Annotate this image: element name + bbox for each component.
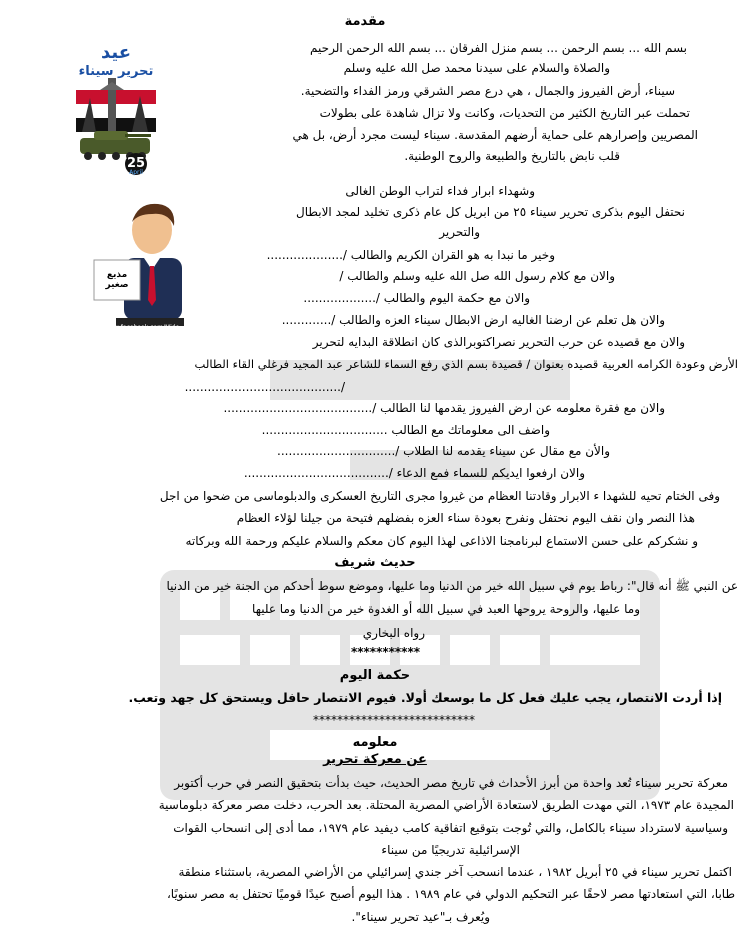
intro-line: نحتفل اليوم بذكرى تحرير سيناء ٢٥ من ابريل كل عام ذكرى تخليد لمجد الابطال: [296, 205, 685, 219]
poster-date-number: 25: [126, 156, 146, 171]
intro-line: والأن مع مقال عن سيناء يقدمه لنا الطلاب /...............................: [277, 444, 610, 458]
intro-line: سيناء، أرض الفيروز والجمال ، هي درع مصر الشرقي ورمز الفداء والتضحية.: [300, 84, 675, 98]
info-title: معلومه: [352, 735, 398, 750]
poster-tahrir-text: تحرير سيناء: [78, 64, 154, 79]
hadith-stars: ***********: [350, 645, 420, 659]
sinai-poster-image: [70, 38, 162, 178]
intro-line: والصلاة والسلام على سيدنا محمد صل الله عليه وسلم: [343, 61, 610, 75]
intro-line: وفى الختام تحيه للشهدا ء الابرار وقادتنا العظام من غيروا مجرى التاريخ العسكرى والدبلوماسى من ضحوا من اجل: [159, 489, 720, 503]
intro-line: الأرض وعودة الكرامه العربية قصيده بعنوان / قصيدة بسم الذي رفع السماء للشاعر عبد المجيد فرغلي القاء الطالب: [194, 357, 738, 371]
info-line: وسياسية لاسترداد سيناء بالكامل، والتي تُوجت بتوقيع اتفاقية كامب ديفيد عام ١٩٧٩، مما أدى إلى انسحاب القوات: [173, 821, 728, 835]
info-line: معركة تحرير سيناء تُعد واحدة من أبرز الأحداث في تاريخ مصر الحديث، حيث بدأت بتحقيق النصر في حرب أكتوبر: [174, 776, 728, 790]
hadith-title: حديث شريف: [334, 555, 416, 570]
info-line: المجيدة عام ١٩٧٣، التي مهدت الطريق لاستعادة الأراضي المصرية المحتلة. بعد الحرب، دخلت مصر معركة دبلوماسية: [158, 798, 734, 812]
intro-line: وشهداء ابرار فداء لتراب الوطن الغالى: [345, 184, 535, 198]
presenter-site-text: www.facebook.com/Mido: [104, 324, 180, 331]
info-line: ويُعرف بـ"عيد تحرير سيناء".: [351, 910, 490, 924]
intro-line: /.........................................: [184, 380, 345, 394]
intro-line: تحملت عبر التاريخ الكثير من التحديات، وكانت ولا تزال شاهدة على بطولات: [319, 106, 690, 120]
intro-line: قلب نابض بالتاريخ والطبيعة والروح الوطنية.: [404, 149, 620, 163]
presenter-image: [88, 200, 196, 335]
hadith-line: رواه البخاري: [362, 626, 425, 640]
intro-line: والان مع فقرة معلومه عن ارض الفيروز يقدمها لنا الطالب /.......................................: [223, 401, 665, 415]
hadith-line: وما عليها، والروحة يروحها العبد في سبيل الله أو الغدوة خير من الدنيا وما عليها: [252, 602, 640, 616]
intro-line: والان مع قصيده عن حرب التحرير نصراكتوبرالذى كان انطلاقة البدايه لتحرير: [312, 335, 685, 349]
intro-line: والان ارفعوا ايديكم للسماء فمع الدعاء /......................................: [243, 466, 585, 480]
info-line: طابا، التي استعادتها مصر لاحقًا عبر التحكيم الدولي في عام ١٩٨٩ . هذا اليوم أصبح عيدًا قوميًا تحتفل به مصر سنويًا،: [166, 887, 735, 901]
intro-title: مقدمة: [344, 14, 386, 29]
presenter-card-text: مذيع صغير: [105, 270, 129, 290]
intro-line: والتحرير: [439, 225, 480, 239]
wisdom-title: حكمة اليوم: [339, 668, 411, 683]
intro-line: والان مع حكمة اليوم والطالب /...................: [303, 291, 530, 305]
intro-line: والان مع كلام رسول الله صل الله عليه وسلم والطالب /: [339, 269, 615, 283]
wisdom-stars: ***************************: [313, 713, 475, 727]
intro-line: وخير ما نبدا به هو القران الكريم والطالب /....................: [266, 248, 555, 262]
intro-line: والان هل تعلم عن ارضنا الغاليه ارض الابطال سيناء العزه والطالب /.............: [281, 313, 665, 327]
intro-line: هذا النصر وان نقف اليوم نحتفل ونفرح بعودة سناء العزه بفضلهم فتيحة من جيلنا لؤلاء العظام: [236, 511, 695, 525]
intro-line: المصريين وإصرارهم على حماية أرضهم المقدسة. سيناء ليست مجرد أرض، بل هي: [292, 128, 698, 142]
intro-line: و نشكركم على حسن الاستماع لبرنامجنا الاذاعى لهذا اليوم كان معكم والسلام عليكم ورحمة الله وبركاته: [185, 534, 698, 548]
info-subtitle: عن معركة تحرير: [323, 752, 427, 767]
poster-eid-text: عيد: [100, 42, 132, 63]
wisdom-text: إذا أردت الانتصار، يجب عليك فعل كل ما بوسعك أولا. فيوم الانتصار حافل ويستحق كل جهد وتعب.: [128, 690, 722, 705]
intro-line: بسم الله ... بسم الرحمن ... بسم منزل الفرقان ... بسم الله الرحمن الرحيم: [310, 41, 687, 55]
hadith-line: عن النبي ﷺ أنه قال": رباط يوم في سبيل الله خير من الدنيا وما عليها، وموضع سوط أحدكم من الجنة خير من الدنيا: [166, 579, 738, 593]
info-line: الإسرائيلية تدريجيًا من سيناء: [381, 843, 520, 857]
intro-line: واضف الى معلوماتك مع الطالب .................................: [261, 423, 550, 437]
poster-date-month: April: [129, 169, 143, 176]
presenter-cartoon-icon: [88, 200, 196, 335]
info-line: اكتمل تحرير سيناء في ٢٥ أبريل ١٩٨٢ ، عندما انسحب آخر جندي إسرائيلي من الأراضي المصرية، باستثناء منطقة: [178, 865, 732, 879]
